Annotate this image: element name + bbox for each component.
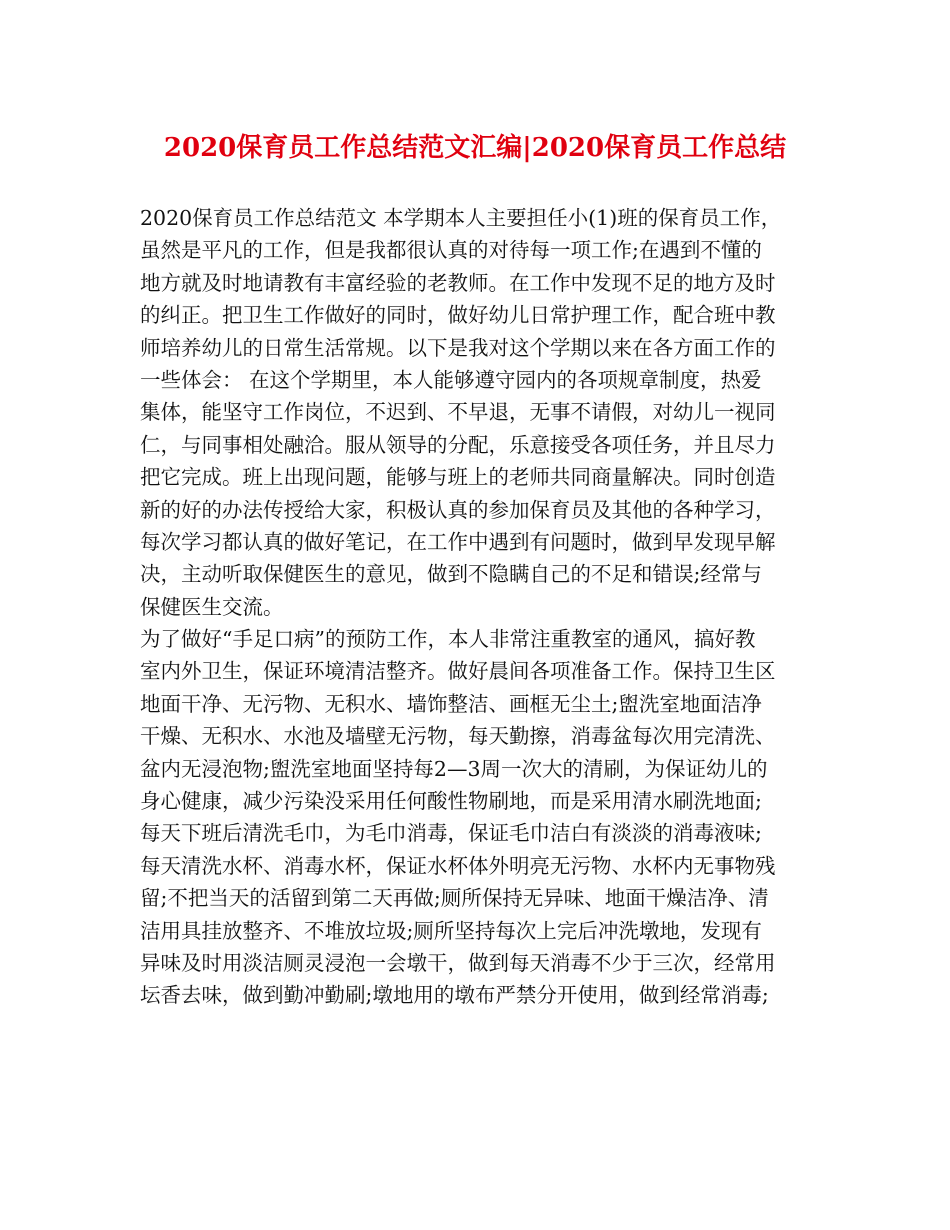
body-line: 每天清洗水杯、消毒水杯，保证水杯体外明亮无污物、水杯内无事物残: [140, 853, 776, 878]
body-line: 的纠正。把卫生工作做好的同时，做好幼儿日常护理工作，配合班中教: [140, 303, 776, 328]
body-line: 干燥、无积水、水池及墙壁无污物，每天勤擦，消毒盆每次用完清洗、: [140, 724, 776, 749]
body-line: 集体，能坚守工作岗位，不迟到、不早退，无事不请假，对幼儿一视同: [140, 400, 776, 425]
body-line: 地方就及时地请教有丰富经验的老教师。在工作中发现不足的地方及时: [140, 270, 776, 295]
body-line: 为了做好“手足口病”的预防工作，本人非常注重教室的通风，搞好教: [140, 627, 756, 652]
body-line: 每次学习都认真的做好笔记，在工作中遇到有问题时，做到早发现早解: [140, 529, 776, 554]
body-line: 地面干净、无污物、无积水、墙饰整洁、画框无尘土;盥洗室地面洁净: [140, 691, 762, 716]
body-line: 2020保育员工作总结范文 本学期本人主要担任小(1)班的保育员工作，: [140, 206, 782, 230]
body-line: 留;不把当天的活留到第二天再做;厕所保持无异味、地面干燥洁净、清: [140, 886, 769, 911]
body-line: 把它完成。班上出现问题，能够与班上的老师共同商量解决。同时创造: [140, 465, 776, 490]
body-line: 室内外卫生，保证环境清洁整齐。做好晨间各项准备工作。保持卫生区: [140, 659, 776, 684]
body-line: 保健医生交流。: [140, 594, 284, 619]
body-line: 盆内无浸泡物;盥洗室地面坚持每2—3周一次大的清刷，为保证幼儿的: [140, 756, 768, 781]
body-line: 新的好的办法传授给大家，积极认真的参加保育员及其他的各种学习，: [140, 497, 776, 522]
body-line: 仁，与同事相处融洽。服从领导的分配，乐意接受各项任务，并且尽力: [140, 432, 776, 457]
body-line: 决，主动听取保健医生的意见，做到不隐瞒自己的不足和错误;经常与: [140, 562, 762, 587]
body-line: 异味及时用淡洁厕灵浸泡一会墩干，做到每天消毒不少于三次，经常用: [140, 950, 776, 975]
body-line: 师培养幼儿的日常生活常规。以下是我对这个学期以来在各方面工作的: [140, 335, 776, 360]
body-line: 身心健康，减少污染没采用任何酸性物刷地，而是采用清水刷洗地面;: [140, 789, 762, 814]
body-line: 洁用具挂放整齐、不堆放垃圾;厕所坚持每次上完后冲洗墩地，发现有: [140, 918, 762, 943]
body-line: 一些体会： 在这个学期里，本人能够遵守园内的各项规章制度，热爱: [140, 367, 762, 392]
body-line: 每天下班后清洗毛巾，为毛巾消毒，保证毛巾洁白有淡淡的消毒液味;: [140, 821, 762, 846]
document-title: 2020保育员工作总结范文汇编|2020保育员工作总结: [163, 133, 787, 163]
body-line: 虽然是平凡的工作，但是我都很认真的对待每一项工作;在遇到不懂的: [140, 238, 762, 263]
body-line: 坛香去味，做到勤冲勤刷;墩地用的墩布严禁分开使用，做到经常消毒;: [140, 983, 769, 1008]
document-body: [140, 202, 830, 1012]
